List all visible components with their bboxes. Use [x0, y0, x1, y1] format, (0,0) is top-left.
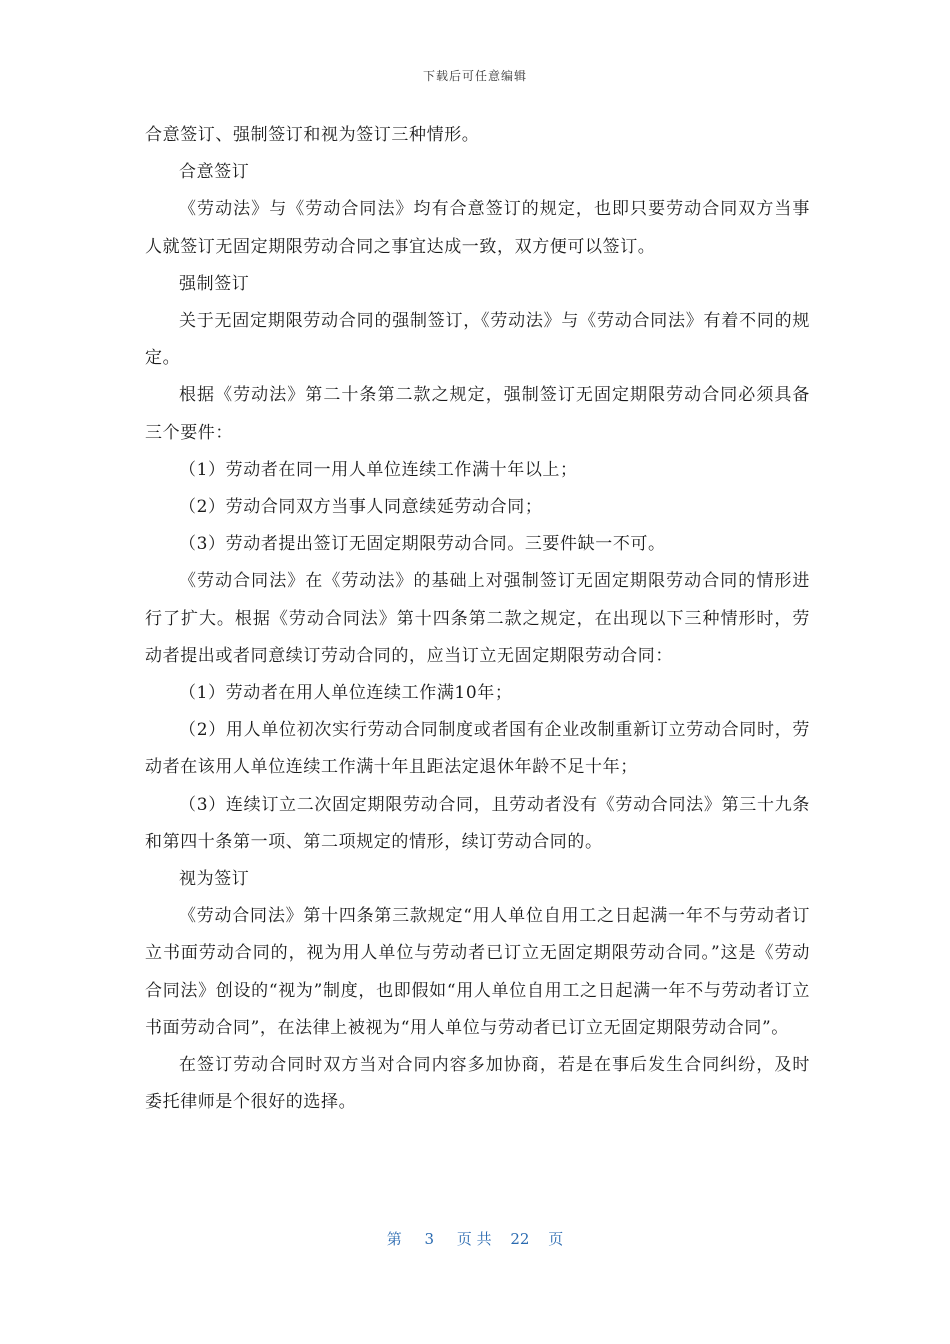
- page-header: 下载后可任意编辑: [422, 69, 527, 83]
- paragraph: 合意签订、强制签订和视为签订三种情形。: [145, 125, 480, 145]
- document-body: [145, 117, 810, 1121]
- list-item: （1）劳动者在用人单位连续工作满10年；: [179, 683, 513, 704]
- paragraph: 《劳动合同法》在《劳动法》的基础上对强制签订无固定期限劳动合同的情形进行了扩大。根据《劳动合同法》第十四条第二款之规定，在出现以下三种情形时，劳动者提出或者同意续订劳动合同的，应当订立无固定期限劳动合同：: [145, 571, 810, 666]
- section-heading-deemed: 视为签订: [179, 869, 250, 890]
- paragraph: 关于无固定期限劳动合同的强制签订，《劳动法》与《劳动合同法》有着不同的规定。: [145, 311, 810, 369]
- list-item: （3）连续订立二次固定期限劳动合同，且劳动者没有《劳动合同法》第三十九条和第四十条第一项、第二项规定的情形，续订劳动合同的。: [145, 794, 810, 852]
- footer-label-ye: 页: [548, 1230, 564, 1248]
- list-item: （1）劳动者在同一用人单位连续工作满十年以上；: [179, 459, 578, 480]
- footer-label-di: 第: [386, 1230, 402, 1248]
- paragraph: 《劳动合同法》第十四条第三款规定“用人单位自用工之日起满一年不与劳动者订立书面劳动合同的，视为用人单位与劳动者已订立无固定期限劳动合同。”这是《劳动合同法》创设的“视为”制度，也即假如“用人单位自用工之日起满一年不与劳动者订立书面劳动合同”，在法律上被视为“用人单位与劳动者已订立无固定期限劳动合同”。: [145, 906, 810, 1038]
- section-heading-mandatory: 强制签订: [179, 273, 250, 294]
- list-item: （3）劳动者提出签订无固定期限劳动合同。三要件缺一不可。: [179, 534, 666, 555]
- paragraph: 在签订劳动合同时双方当对合同内容多加协商，若是在事后发生合同纠纷，及时委托律师是个很好的选择。: [145, 1055, 810, 1113]
- paragraph: 根据《劳动法》第二十条第二款之规定，强制签订无固定期限劳动合同必须具备三个要件：: [145, 385, 810, 443]
- list-item: （2）用人单位初次实行劳动合同制度或者国有企业改制重新订立劳动合同时，劳动者在该用人单位连续工作满十年且距法定退休年龄不足十年；: [145, 720, 810, 778]
- section-heading-consensual: 合意签订: [179, 162, 250, 183]
- total-page-count: 22: [510, 1230, 530, 1248]
- current-page-number: 3: [424, 1230, 435, 1248]
- page-footer: [0, 1228, 950, 1249]
- paragraph: 《劳动法》与《劳动合同法》均有合意签订的规定，也即只要劳动合同双方当事人就签订无固定期限劳动合同之事宜达成一致，双方便可以签订。: [145, 199, 810, 257]
- footer-label-ye-gong: 页 共: [456, 1230, 492, 1248]
- list-item: （2）劳动合同双方当事人同意续延劳动合同；: [179, 497, 543, 518]
